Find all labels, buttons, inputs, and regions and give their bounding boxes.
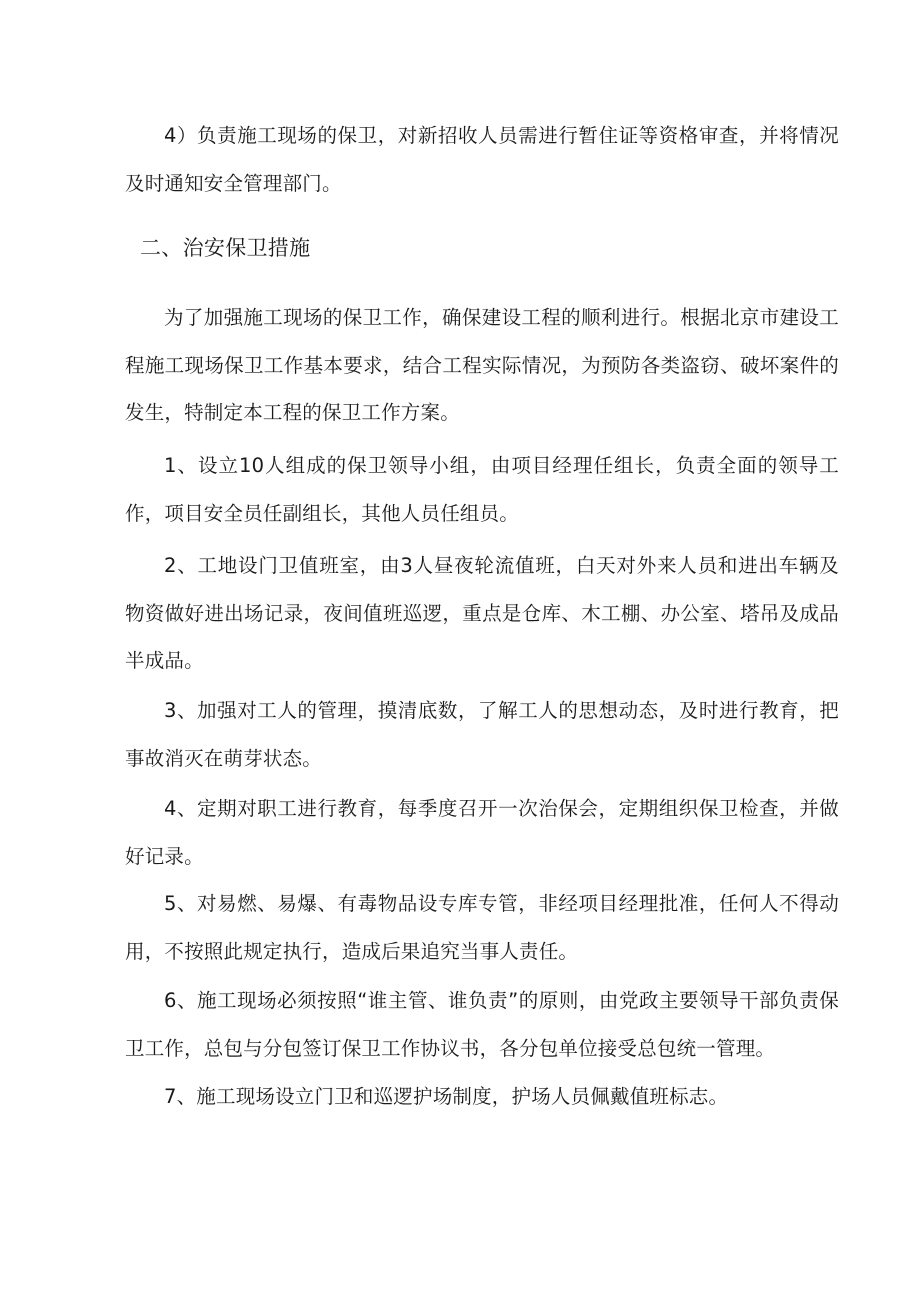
list-item-3: 3、加强对工人的管理，摸清底数，了解工人的思想动态，及时进行教育，把事故消灭在萌芽状态。 [125, 699, 839, 770]
paragraph-intro: 为了加强施工现场的保卫工作，确保建设工程的顺利进行。根据北京市建设工程施工现场保卫工作基本要求，结合工程实际情况，为预防各类盗窃、破坏案件的发生，特制定本工程的保卫工作方案。 [125, 306, 839, 425]
list-item-6: 6、施工现场必须按照“谁主管、谁负责”的原则，由党政主要领导干部负责保卫工作，总包与分包签订保卫工作协议书，各分包单位接受总包统一管理。 [125, 989, 839, 1060]
section-heading: 二、治安保卫措施 [140, 236, 311, 260]
list-item-1: 1、设立10人组成的保卫领导小组，由项目经理任组长，负责全面的领导工作，项目安全员任副组长，其他人员任组员。 [125, 454, 839, 525]
list-item-4: 4、定期对职工进行教育，每季度召开一次治保会，定期组织保卫检查，并做好记录。 [125, 797, 839, 868]
list-item-5: 5、对易燃、易爆、有毒物品设专库专管，非经项目经理批准，任何人不得动用，不按照此规定执行，造成后果追究当事人责任。 [125, 892, 839, 963]
paragraph-item-4-responsibility: 4）负责施工现场的保卫，对新招收人员需进行暂住证等资格审查，并将情况及时通知安全管理部门。 [125, 124, 839, 195]
list-item-2: 2、工地设门卫值班室，由3人昼夜轮流值班，白天对外来人员和进出车辆及物资做好进出场记录，夜间值班巡逻，重点是仓库、木工棚、办公室、塔吊及成品半成品。 [125, 554, 839, 673]
list-item-7: 7、施工现场设立门卫和巡逻护场制度，护场人员佩戴值班标志。 [164, 1085, 729, 1108]
